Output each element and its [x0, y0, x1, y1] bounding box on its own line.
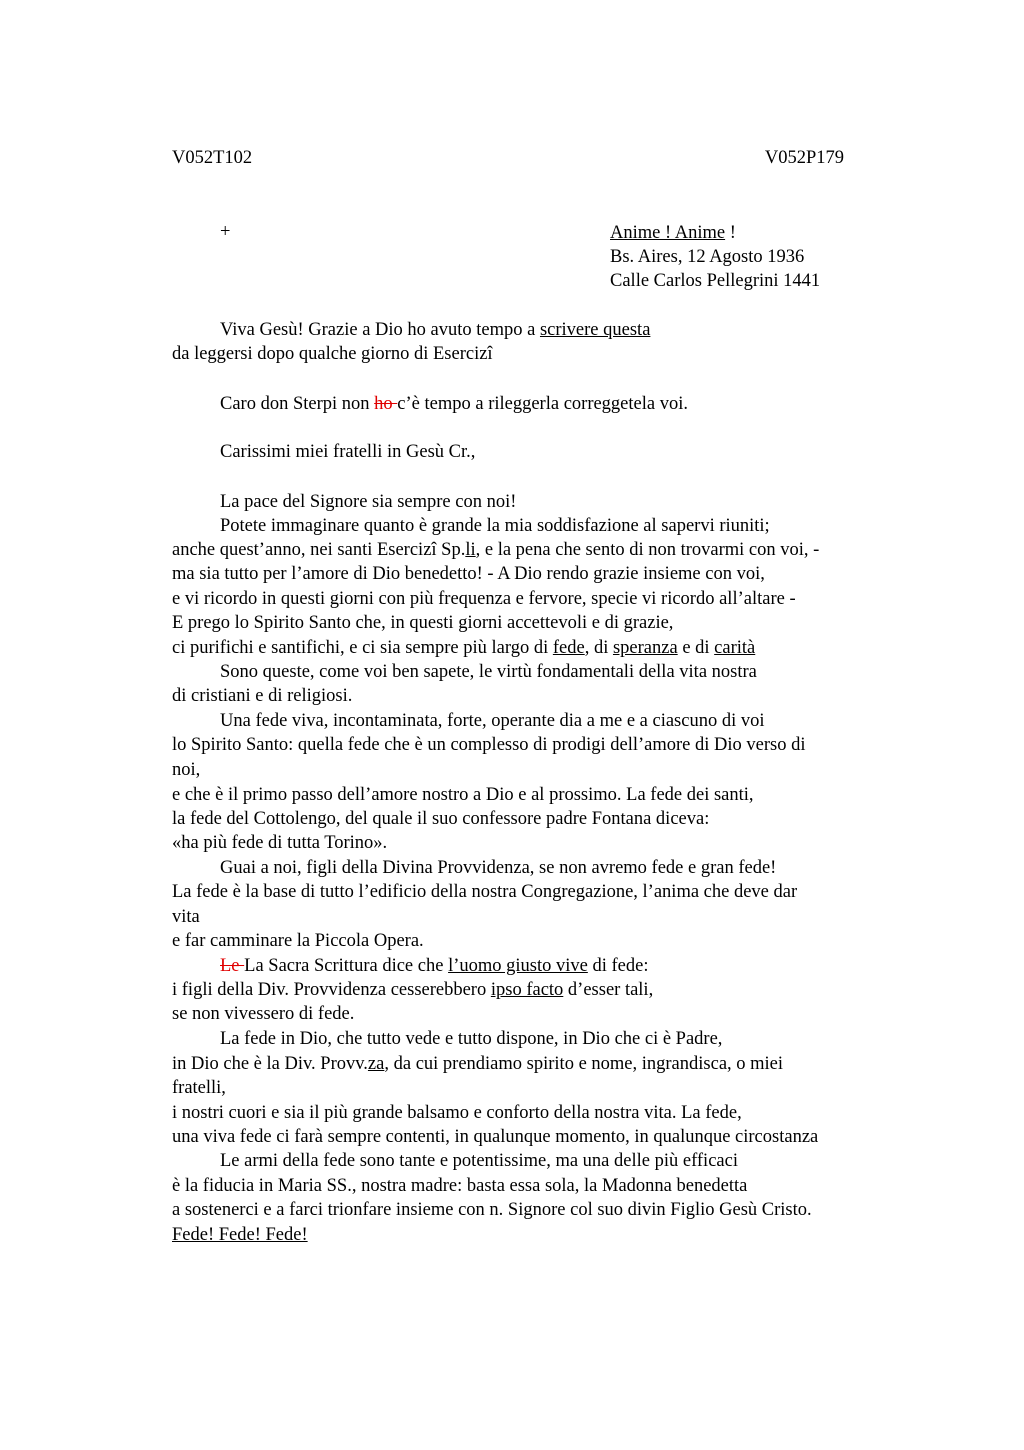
body-line: «ha più fede di tutta Torino».	[172, 833, 388, 853]
body-line: Le armi della fede sono tante e potentissime, ma una delle più efficaci	[220, 1151, 738, 1171]
underlined-fede: fede	[552, 638, 585, 658]
underlined-phrase: scrivere questa	[539, 320, 651, 340]
intro-line-1: Viva Gesù! Grazie a Dio ho avuto tempo a scrivere questa	[220, 320, 651, 340]
body-line: i figli della Div. Provvidenza cesserebbero ipso facto d’esser tali,	[172, 980, 654, 1000]
deleted-word: Le	[220, 956, 245, 976]
body-line: una viva fede ci farà sempre contenti, in qualunque momento, in qualunque circostanza	[172, 1127, 819, 1147]
underlined-carita: carità	[714, 638, 756, 658]
salutation: Carissimi miei fratelli in Gesù Cr.,	[220, 442, 476, 462]
body-line: in Dio che è la Div. Provv.za, da cui prendiamo spirito e nome, ingrandisca, o miei	[172, 1054, 784, 1074]
body-line: Guai a noi, figli della Divina Provvidenza, se non avremo fede e gran fede!	[220, 858, 777, 878]
body-line: lo Spirito Santo: quella fede che è un complesso di prodigi dell’amore di Dio verso di	[172, 735, 806, 755]
underlined-speranza: speranza	[612, 638, 678, 658]
motto-line	[610, 221, 736, 245]
motto-tail: !	[725, 223, 736, 243]
body-line: La fede è la base di tutto l’edificio della nostra Congregazione, l’anima che deve dar	[172, 882, 798, 902]
underlined-abbrev: za	[367, 1054, 385, 1074]
body-line: è la fiducia in Maria SS., nostra madre: basta essa sola, la Madonna benedetta	[172, 1176, 748, 1196]
intro-line-2: da leggersi dopo qualche giorno di Esercizi	[172, 344, 493, 364]
body-line: ma sia tutto per l’amore di Dio benedetto! - A Dio rendo grazie insieme con voi,	[172, 564, 765, 584]
document-code-left: V052T102	[172, 148, 253, 168]
cross-symbol: +	[220, 222, 231, 242]
body-line: a sostenerci e a farci trionfare insieme con n. Signore col suo divin Figlio Gesù Cristo.	[172, 1200, 812, 1220]
body-line: anche quest’anno, nei santi Esercizi Sp.li, e la pena che sento di non trovarmi con voi, -	[172, 540, 820, 560]
body-line: E prego lo Spirito Santo che, in questi giorni accettevoli e di grazie,	[172, 613, 674, 633]
body-line: Sono queste, come voi ben sapete, le virtù fondamentali della vita nostra	[220, 662, 757, 682]
body-line: se non vivessero di fede.	[172, 1004, 355, 1024]
deleted-word: ho	[374, 394, 398, 414]
underlined-abbrev: li	[465, 540, 476, 560]
place-date: Bs. Aires, 12 Agosto 1936	[610, 247, 805, 267]
motto-underlined: Anime ! Anime	[610, 223, 726, 243]
note-to-don-sterpi: Caro don Sterpi non ho c’è tempo a rileggerla correggetela voi.	[220, 394, 688, 414]
address: Calle Carlos Pellegrini 1441	[610, 271, 821, 291]
document-code-right: V052P179	[764, 148, 844, 168]
body-line: Potete immaginare quanto è grande la mia soddisfazione al sapervi riuniti;	[220, 516, 770, 536]
body-line: e vi ricordo in questi giorni con più frequenza e fervore, specie vi ricordo all’altare -	[172, 589, 796, 609]
body-line: e far camminare la Piccola Opera.	[172, 931, 424, 951]
body-line: vita	[172, 907, 200, 927]
body-line: i nostri cuori e sia il più grande balsamo e conforto della nostra vita. La fede,	[172, 1103, 742, 1123]
body-line: Una fede viva, incontaminata, forte, operante dia a me e a ciascuno di voi	[220, 711, 765, 731]
body-line: di cristiani e di religiosi.	[172, 686, 353, 706]
closing-exclamation: Fede! Fede! Fede!	[172, 1225, 308, 1245]
body-line: Le La Sacra Scrittura dice che l’uomo giusto vive di fede:	[220, 956, 649, 976]
body-line: ci purifichi e santifichi, e ci sia sempre più largo di fede, di speranza e di carità	[172, 638, 756, 658]
body-line: e che è il primo passo dell’amore nostro a Dio e al prossimo. La fede dei santi,	[172, 785, 754, 805]
underlined-phrase: l’uomo giusto vive	[448, 956, 588, 976]
underlined-phrase: ipso facto	[490, 980, 564, 1000]
body-line: La pace del Signore sia sempre con noi!	[220, 492, 517, 512]
body-line: fratelli,	[172, 1078, 226, 1098]
body-line: noi,	[172, 760, 201, 780]
body-line: la fede del Cottolengo, del quale il suo confessore padre Fontana diceva:	[172, 809, 710, 829]
body-line: La fede in Dio, che tutto vede e tutto dispone, in Dio che ci è Padre,	[220, 1029, 723, 1049]
